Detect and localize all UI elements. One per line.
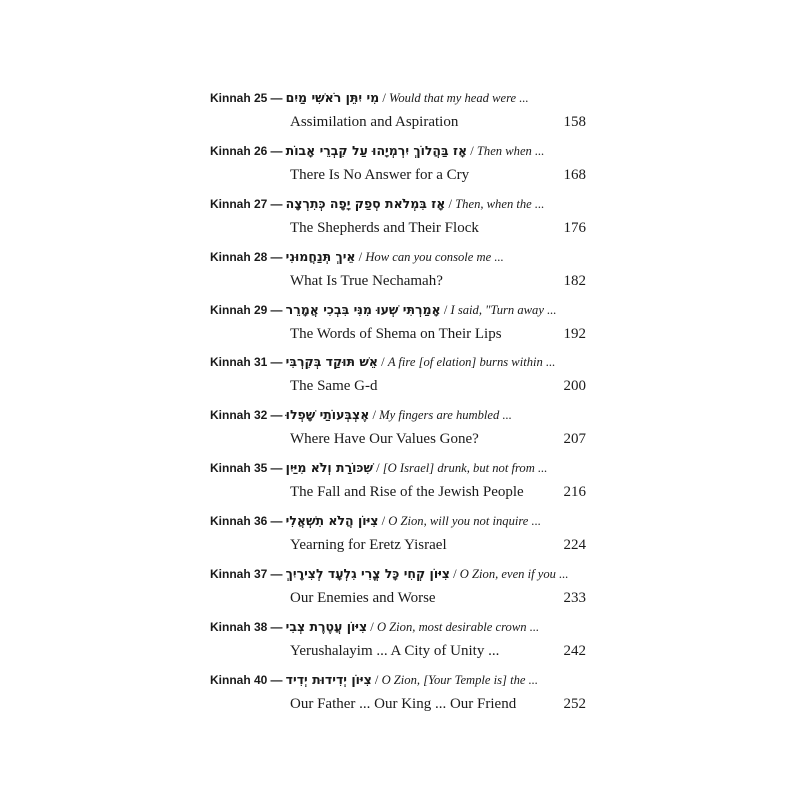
essay-title: Our Enemies and Worse: [290, 590, 436, 607]
hebrew-incipit: אָמַרְתִּי שְׁעוּ מִנִּי בִּבְכִי אֲמָרֵר: [285, 301, 441, 317]
essay-title: Yearning for Eretz Yisrael: [290, 537, 447, 554]
toc-entry-line: [210, 269, 590, 293]
english-incipit: O Zion, even if you ...: [459, 567, 569, 582]
english-incipit: O Zion, most desirable crown ...: [376, 619, 540, 634]
dash-separator: —: [270, 143, 283, 158]
dash-separator: —: [270, 567, 283, 582]
toc-entry-heading: [210, 456, 590, 480]
hebrew-incipit: צִיּוֹן קְחִי כָּל צֳרִי גִלְעָד לְצִירָיִךְ: [285, 566, 450, 582]
page-number: 233: [563, 590, 586, 607]
kinnah-number: Kinnah 28: [210, 249, 268, 264]
dash-separator: —: [270, 91, 283, 105]
english-incipit: My fingers are humbled ...: [379, 408, 512, 423]
toc-entry-heading: [210, 86, 590, 110]
page-number: 192: [563, 325, 586, 342]
english-incipit: I said, "Turn away ...: [450, 302, 557, 317]
slash-separator: /: [448, 196, 453, 211]
page-number: 182: [563, 272, 586, 289]
kinnah-number: Kinnah 25: [210, 91, 268, 105]
english-incipit: Then, when the ...: [455, 196, 545, 211]
dash-separator: —: [270, 408, 283, 423]
hebrew-incipit: צִיּוֹן הֲלֹא תִשְׁאֲלִי: [285, 513, 379, 529]
english-incipit: O Zion, [Your Temple is] the ...: [381, 672, 539, 687]
page-number: 224: [563, 537, 586, 554]
essay-title: There Is No Answer for a Cry: [290, 166, 470, 183]
toc-entry: [210, 456, 590, 509]
slash-separator: /: [470, 143, 474, 158]
english-incipit: [O Israel] drunk, but not from ...: [382, 461, 548, 476]
dash-separator: —: [270, 514, 283, 529]
kinnah-number: Kinnah 31: [210, 355, 268, 370]
page-number: 158: [563, 114, 586, 130]
page-number: 242: [563, 642, 586, 659]
dash-separator: —: [270, 461, 283, 476]
dash-separator: —: [270, 302, 283, 317]
toc-entry: [210, 403, 590, 456]
slash-separator: /: [453, 567, 457, 582]
kinnah-number: Kinnah 37: [210, 567, 268, 582]
toc-entry-heading: [210, 403, 590, 427]
table-of-contents: [210, 86, 590, 721]
kinnah-number: Kinnah 38: [210, 619, 268, 634]
kinnah-number: Kinnah 29: [210, 302, 268, 317]
hebrew-incipit: אָז בַּהֲלוֹךְ יִרְמְיָהוּ עַל קִבְרֵי אָבוֹת: [285, 142, 468, 158]
essay-title: Our Father ... Our King ... Our Friend: [290, 695, 517, 712]
page-number: 216: [563, 484, 586, 501]
toc-entry-line: [210, 427, 590, 451]
hebrew-incipit: אֵשׁ תּוּקַד בְּקִרְבִּי: [285, 354, 378, 370]
slash-separator: /: [374, 672, 379, 687]
hebrew-incipit: צִיּוֹן יְדִידוּת יְדִיד: [285, 671, 372, 687]
page-number: 207: [563, 431, 586, 448]
english-incipit: O Zion, will you not inquire ...: [388, 514, 541, 529]
toc-entry: [210, 192, 590, 245]
toc-entry-line: [210, 110, 590, 134]
hebrew-incipit: אֶצְבְּעוֹתַי שָׁפְלוּ: [285, 407, 370, 423]
toc-entry-heading: [210, 562, 590, 586]
hebrew-incipit: אֵיךְ תְּנַחֲמוּנִי: [285, 248, 356, 264]
slash-separator: /: [358, 249, 363, 264]
toc-entry-line: [210, 163, 590, 187]
toc-entry-line: [210, 374, 590, 398]
page-number: 200: [563, 378, 586, 395]
english-incipit: A fire [of elation] burns within ...: [387, 355, 556, 370]
slash-separator: /: [381, 355, 385, 370]
slash-separator: /: [370, 619, 374, 634]
toc-entry-heading: [210, 139, 590, 163]
toc-entry-line: [210, 533, 590, 557]
toc-entry: [210, 562, 590, 615]
slash-separator: /: [382, 91, 386, 105]
dash-separator: —: [270, 196, 283, 211]
slash-separator: /: [372, 408, 376, 423]
dash-separator: —: [270, 672, 283, 687]
english-incipit: Then when ...: [476, 143, 545, 158]
essay-title: What Is True Nechamah?: [290, 272, 443, 289]
kinnah-number: Kinnah 27: [210, 196, 268, 211]
slash-separator: /: [381, 514, 386, 529]
dash-separator: —: [270, 249, 283, 264]
toc-entry-line: [210, 639, 590, 663]
toc-entry: [210, 615, 590, 668]
toc-entry: [210, 139, 590, 192]
toc-entry-heading: [210, 350, 590, 374]
toc-entry-line: [210, 692, 590, 716]
english-incipit: How can you console me ...: [365, 249, 504, 264]
hebrew-incipit: צִיּוֹן עֲטֶרֶת צְבִי: [285, 618, 368, 634]
toc-entry: [210, 245, 590, 298]
page-number: 252: [563, 695, 586, 712]
toc-entry: [210, 509, 590, 562]
dash-separator: —: [270, 619, 283, 634]
kinnah-number: Kinnah 26: [210, 143, 268, 158]
toc-entry-line: [210, 322, 590, 346]
essay-title: Where Have Our Values Gone?: [290, 431, 479, 448]
kinnah-number: Kinnah 36: [210, 514, 268, 529]
toc-entry-heading: [210, 245, 590, 269]
hebrew-incipit: מִי יִתֵּן רֹאשִׁי מַיִם: [285, 90, 380, 105]
toc-entry: [210, 86, 590, 139]
toc-entry-line: [210, 480, 590, 504]
essay-title: The Shepherds and Their Flock: [290, 219, 479, 236]
toc-entry-heading: [210, 509, 590, 533]
page-number: 176: [563, 219, 586, 236]
toc-entry-line: [210, 216, 590, 240]
hebrew-incipit: אָז בִּמְלֹאת סְפַק יָפָה כְּתִרְצָה: [285, 195, 446, 211]
toc-entry: [210, 298, 590, 351]
slash-separator: /: [376, 461, 380, 476]
toc-entry-heading: [210, 192, 590, 216]
slash-separator: /: [443, 302, 448, 317]
essay-title: The Words of Shema on Their Lips: [290, 325, 502, 342]
toc-entry-heading: [210, 615, 590, 639]
kinnah-number: Kinnah 32: [210, 408, 268, 423]
kinnah-number: Kinnah 35: [210, 461, 268, 476]
essay-title: The Fall and Rise of the Jewish People: [290, 484, 524, 501]
essay-title: The Same G-d: [290, 378, 378, 395]
essay-title: Assimilation and Aspiration: [290, 114, 459, 130]
toc-entry: [210, 350, 590, 403]
toc-entry-heading: [210, 668, 590, 692]
hebrew-incipit: שִׁכּוֹרַת וְלֹא מִיַּיִן: [285, 460, 373, 476]
toc-entry: [210, 668, 590, 721]
kinnah-number: Kinnah 40: [210, 672, 268, 687]
english-incipit: Would that my head were ...: [389, 91, 529, 105]
dash-separator: —: [270, 355, 283, 370]
essay-title: Yerushalayim ... A City of Unity ...: [290, 642, 500, 659]
toc-entry-heading: [210, 298, 590, 322]
toc-entry-line: [210, 586, 590, 610]
page-number: 168: [563, 166, 586, 183]
